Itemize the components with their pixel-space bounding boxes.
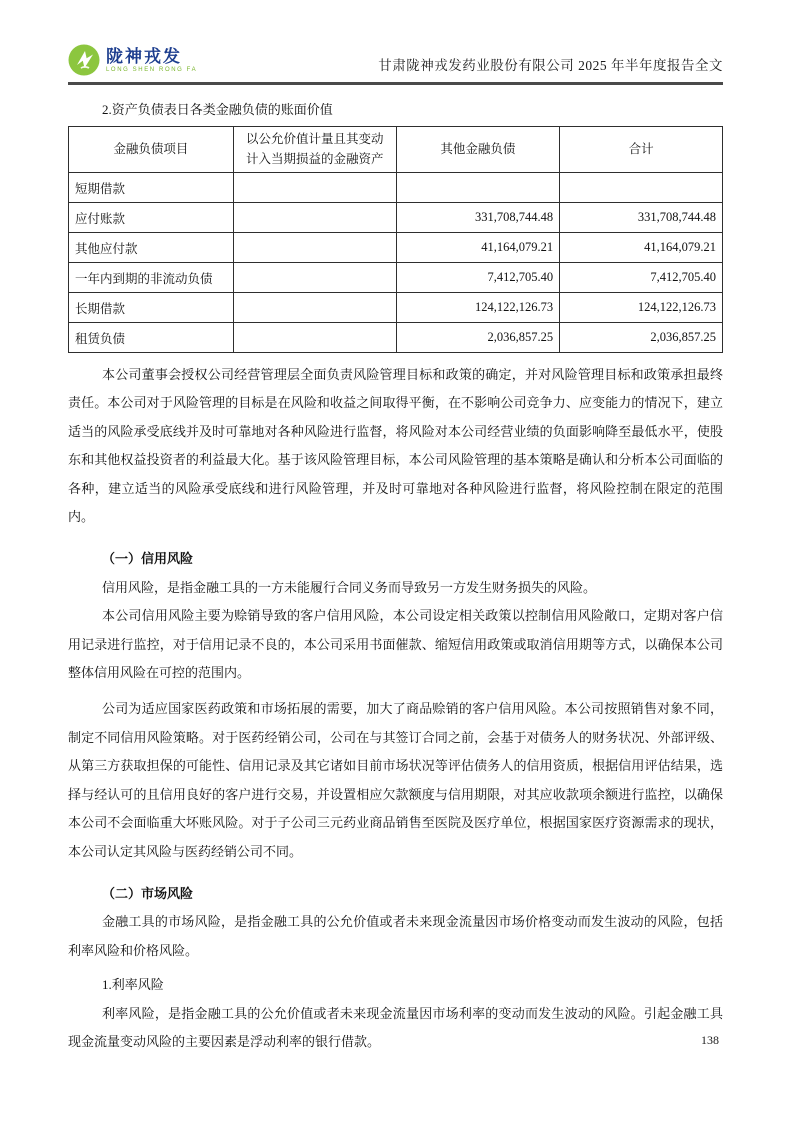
cell-total: 331,708,744.48 (560, 203, 723, 233)
table-row (69, 323, 723, 353)
cell-fvtpl (233, 173, 396, 203)
heading-market-risk: （二）市场风险 (102, 885, 194, 901)
cell-other: 124,122,126.73 (396, 293, 560, 323)
financial-liabilities-table (68, 126, 723, 353)
heading-credit-risk: （一）信用风险 (102, 551, 194, 567)
cell-fvtpl (233, 203, 396, 233)
table-row (69, 263, 723, 293)
cell-total: 2,036,857.25 (560, 323, 723, 353)
cell-fvtpl (233, 323, 396, 353)
col-header-other: 其他金融负债 (396, 127, 560, 173)
body-text (68, 361, 723, 1056)
cell-item: 一年内到期的非流动负债 (69, 263, 234, 293)
section-caption: 2.资产负债表日各类金融负债的账面价值 (102, 102, 333, 117)
col-header-total: 合计 (560, 127, 723, 173)
credit-risk-policy: 本公司信用风险主要为赊销导致的客户信用风险，本公司设定相关政策以控制信用风险敞口，定期对客户信用记录进行监控，对于信用记录不良的，本公司采用书面催款、缩短信用政策或取消信用期等方式，以确保本公司整体信用风险在可控的范围内。 (68, 608, 723, 681)
logo-bird-icon (68, 44, 100, 76)
report-title: 甘肃陇神戎发药业股份有限公司 2025 年半年度报告全文 (378, 58, 723, 73)
cell-other: 331,708,744.48 (396, 203, 560, 233)
cell-fvtpl (233, 263, 396, 293)
company-logo (68, 44, 197, 76)
cell-other: 7,412,705.40 (396, 263, 560, 293)
cell-total: 124,122,126.73 (560, 293, 723, 323)
col-header-item: 金融负债项目 (69, 127, 234, 173)
cell-total: 41,164,079.21 (560, 233, 723, 263)
table-row (69, 293, 723, 323)
page-number: 138 (701, 1033, 719, 1047)
col-header-fvtpl: 以公允价值计量且其变动计入当期损益的金融资产 (233, 127, 396, 173)
cell-item: 应付账款 (69, 203, 234, 233)
logo-english-name: LONG SHEN RONG FA (106, 66, 198, 73)
cell-item: 长期借款 (69, 293, 234, 323)
heading-interest-rate-risk: 1.利率风险 (102, 977, 164, 993)
cell-fvtpl (233, 293, 396, 323)
cell-total (560, 173, 723, 203)
table-row (69, 233, 723, 263)
cell-item: 租赁负债 (69, 323, 234, 353)
logo-wordmark (106, 48, 197, 73)
market-risk-definition: 金融工具的市场风险，是指金融工具的公允价值或者未来现金流量因市场价格变动而发生波动的风险，包括利率风险和价格风险。 (68, 914, 723, 958)
cell-other (396, 173, 560, 203)
table-header-row (69, 127, 723, 173)
credit-risk-definition: 信用风险，是指金融工具的一方未能履行合同义务而导致另一方发生财务损失的风险。 (102, 579, 597, 595)
risk-management-intro: 本公司董事会授权公司经营管理层全面负责风险管理目标和政策的确定，并对风险管理目标和政策承担最终责任。本公司对于风险管理的目标是在风险和收益之间取得平衡，在不影响公司竞争力、应变能力的情况下，建立适当的风险承受底线并及时可靠地对各种风险进行监督，将风险对本公司经营业绩的负面影响降至最低水平，使股东和其他权益投资者的利益最大化。基于该风险管理目标，本公司风险管理的基本策略是确认和分析本公司面临的各种，建立适当的风险承受底线和进行风险管理，并及时可靠地对各种风险进行监督，将风险控制在限定的范围内。 (68, 367, 723, 525)
table-row (69, 173, 723, 203)
table-row (69, 203, 723, 233)
credit-risk-strategy: 公司为适应国家医药政策和市场拓展的需要，加大了商品赊销的客户信用风险。本公司按照销售对象不同，制定不同信用风险策略。对于医药经销公司，公司在与其签订合同之前，会基于对债务人的财务状况、外部评级、从第三方获取担保的可能性、信用记录及其它诸如目前市场状况等评估债务人的信用资质，根据信用评估结果，选择与经认可的且信用良好的客户进行交易，并设置相应欠款额度与信用期限，对其应收款项余额进行监控，以确保本公司不会面临重大坏账风险。对于子公司三元药业商品销售至医院及医疗单位，根据国家医疗资源需求的现状，本公司认定其风险与医药经销公司不同。 (68, 701, 723, 859)
page-header (68, 44, 723, 85)
interest-rate-risk-definition: 利率风险，是指金融工具的公允价值或者未来现金流量因市场利率的变动而发生波动的风险。引起金融工具现金流量变动风险的主要因素是浮动利率的银行借款。 (68, 1005, 723, 1049)
cell-fvtpl (233, 233, 396, 263)
logo-chinese-name: 陇神戎发 (106, 46, 182, 66)
cell-total: 7,412,705.40 (560, 263, 723, 293)
cell-item: 其他应付款 (69, 233, 234, 263)
cell-other: 2,036,857.25 (396, 323, 560, 353)
cell-item: 短期借款 (69, 173, 234, 203)
cell-other: 41,164,079.21 (396, 233, 560, 263)
